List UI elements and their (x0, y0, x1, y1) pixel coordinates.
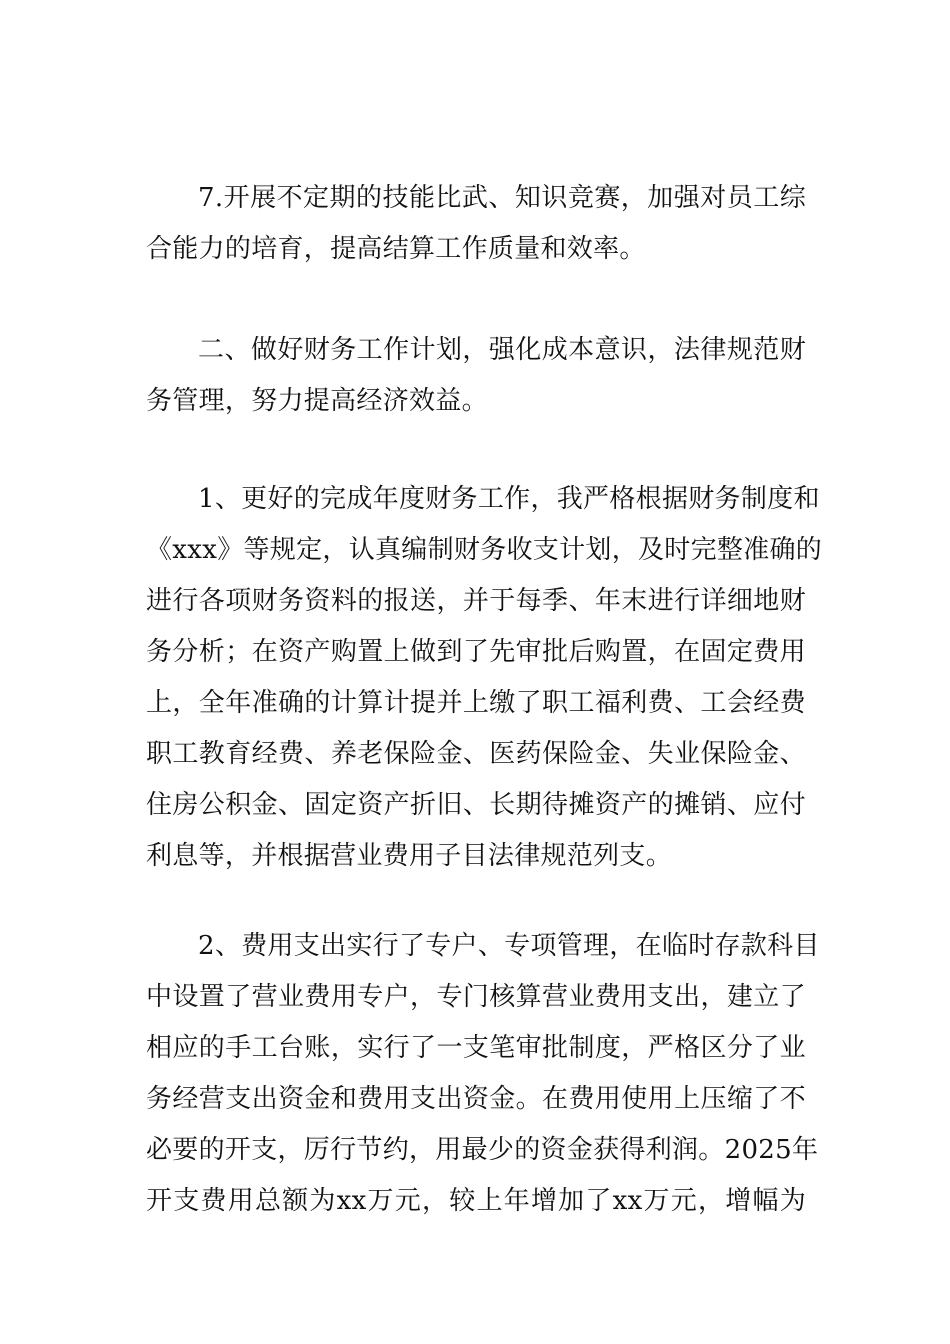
text-line: 合能力的培育，提高结算工作质量和效率。 (146, 234, 646, 264)
text-line: 务经营支出资金和费用支出资金。在费用使用上压缩了不 (146, 1084, 806, 1114)
text-line: 上，全年准确的计算计提并上缴了职工福利费、工会经费 (146, 688, 806, 718)
text-line: 1、更好的完成年度财务工作，我严格根据财务制度和 (198, 484, 820, 514)
paragraph-skill-competition (146, 173, 806, 275)
text-line: 中设置了营业费用专户，专门核算营业费用支出，建立了 (146, 982, 806, 1012)
text-line: 务分析；在资产购置上做到了先审批后购置，在固定费用 (146, 637, 806, 667)
text-line: 住房公积金、固定资产折旧、长期待摊资产的摊销、应付 (146, 790, 806, 820)
paragraph-annual-financial-work (146, 474, 823, 882)
text-line: 职工教育经费、养老保险金、医药保险金、失业保险金、 (146, 739, 806, 769)
text-line: 7.开展不定期的技能比武、知识竞赛，加强对员工综 (198, 183, 806, 213)
text-line: 进行各项财务资料的报送，并于每季、年末进行详细地财 (146, 586, 806, 616)
text-line: 利息等，并根据营业费用子目法律规范列支。 (146, 841, 673, 871)
paragraph-section-heading (146, 325, 806, 427)
text-line: 开支费用总额为xx万元，较上年增加了xx万元，增幅为 (146, 1186, 806, 1216)
paragraph-expense-management (146, 921, 820, 1227)
text-line: 《xxx》等规定，认真编制财务收支计划，及时完整准确的 (146, 535, 823, 565)
text-line: 2、费用支出实行了专户、专项管理，在临时存款科目 (198, 931, 820, 961)
text-line: 必要的开支，厉行节约，用最少的资金获得利润。2025年 (146, 1135, 819, 1165)
text-line: 务管理，努力提高经济效益。 (146, 386, 488, 416)
text-line: 相应的手工台账，实行了一支笔审批制度，严格区分了业 (146, 1033, 806, 1063)
text-line: 二、做好财务工作计划，强化成本意识，法律规范财 (198, 335, 806, 365)
